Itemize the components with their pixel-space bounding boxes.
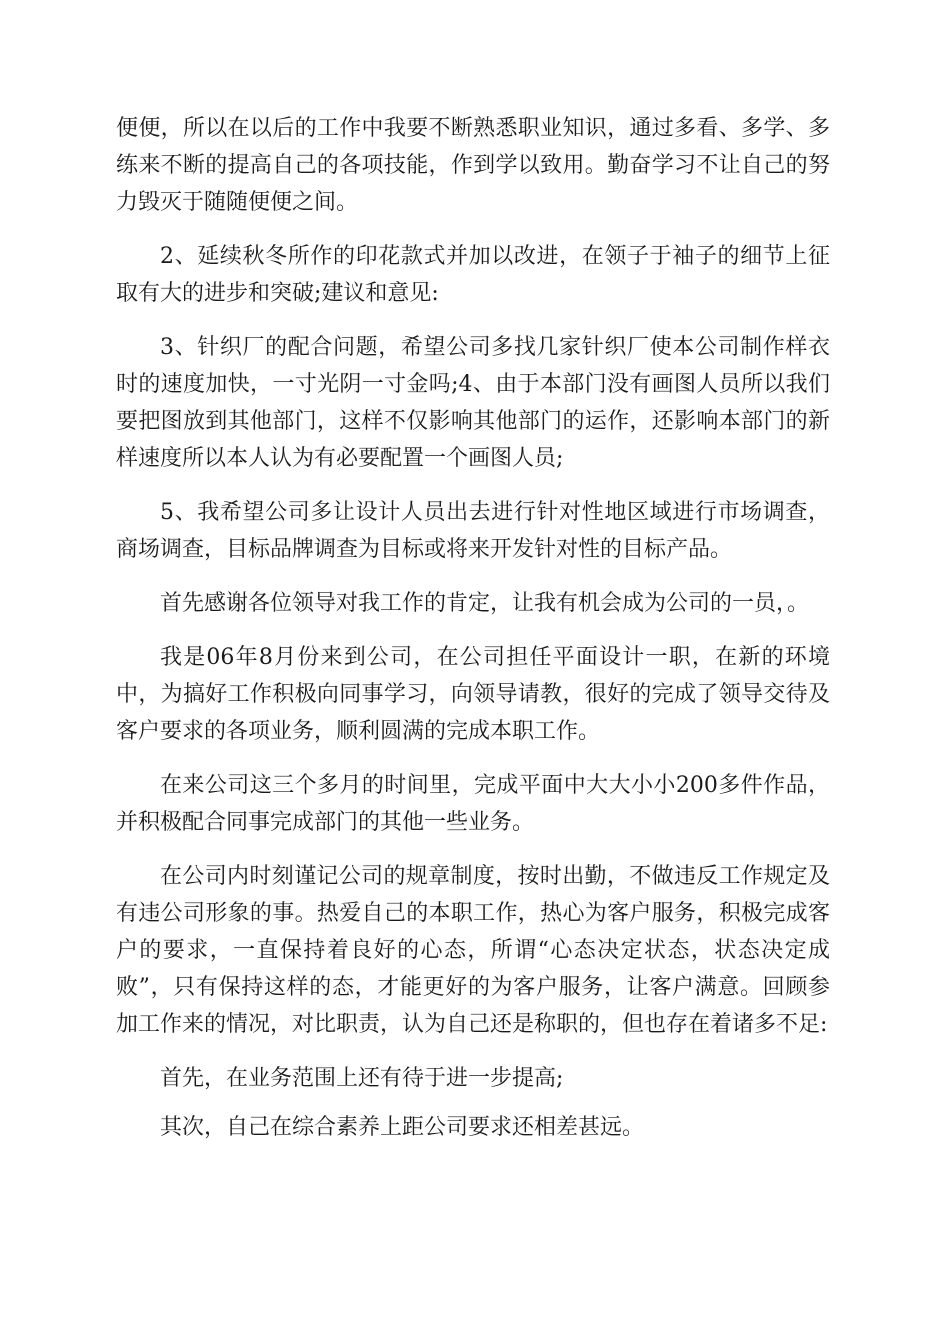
paragraph-self-review: 在公司内时刻谨记公司的规章制度，按时出勤，不做违反工作规定及有违公司形象的事。热爱自己的本职工作，热心为客户服务，积极完成客户的要求，一直保持着良好的心态，所谓“心态决定状态，状态决定成败”，只有保持这样的态，才能更好的为客户服务，让客户满意。回顾参加工作来的情况，对比职责，认为自己还是称职的，但也存在着诸多不足: [116,864,830,1037]
paragraph-item-2: 2、延续秋冬所作的印花款式并加以改进，在领子于袖子的细节上征取有大的进步和突破;建议和意见: [116,244,830,306]
paragraph-joined-company: 我是06年8月份来到公司，在公司担任平面设计一职，在新的环境中，为搞好工作积极向同事学习，向领导请教，很好的完成了领导交待及客户要求的各项业务，顺利圆满的完成本职工作。 [116,645,830,744]
document-page [116,110,830,1163]
paragraph-item-3-4: 3、针织厂的配合问题，希望公司多找几家针织厂使本公司制作样衣时的速度加快，一寸光阴一寸金吗;4、由于本部门没有画图人员所以我们要把图放到其他部门，这样不仅影响其他部门的运作，还影响本部门的新样速度所以本人认为有必要配置一个画图人员; [116,335,830,471]
paragraph-second-point: 其次，自己在综合素养上距公司要求还相差甚远。 [160,1115,645,1140]
paragraph-works-completed: 在来公司这三个多月的时间里，完成平面中大大小小200多件作品，并积极配合同事完成部门的其他一些业务。 [116,773,830,835]
paragraph-item-5: 5、我希望公司多让设计人员出去进行针对性地区域进行市场调查，商场调查，目标品牌调查为目标或将来开发针对性的目标产品。 [116,500,830,562]
paragraph-thanks: 首先感谢各位领导对我工作的肯定，让我有机会成为公司的一员，。 [160,591,810,616]
paragraph-first-point: 首先，在业务范围上还有待于进一步提高; [160,1066,564,1091]
paragraph-continuation: 便便，所以在以后的工作中我要不断熟悉职业知识，通过多看、多学、多练来不断的提高自己的各项技能，作到学以致用。勤奋学习不让自己的努力毁灭于随随便便之间。 [116,116,830,215]
